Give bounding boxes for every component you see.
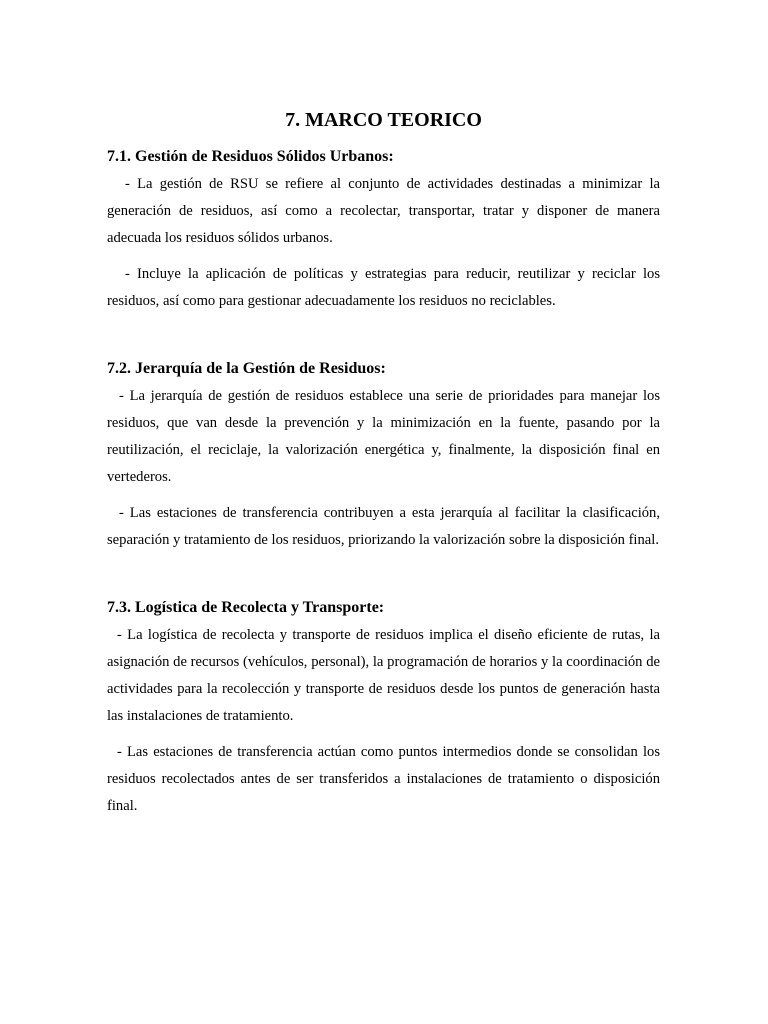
paragraph: - La jerarquía de gestión de residuos establece una serie de prioridades para manejar los residuos, que van desde la prevención y la minimización en la fuente, pasando por la reutilización, el reciclaje, la valorización energética y, finalmente, la disposición final en vertederos. bbox=[107, 388, 660, 485]
section-spacer bbox=[107, 324, 660, 357]
paragraph: - Las estaciones de transferencia contribuyen a esta jerarquía al facilitar la clasificación, separación y tratamiento de los residuos, priorizando la valorización sobre la disposición final. bbox=[107, 505, 660, 548]
section-heading: 7.2. Jerarquía de la Gestión de Residuos: bbox=[107, 360, 386, 377]
paragraph: - La gestión de RSU se refiere al conjunto de actividades destinadas a minimizar la generación de residuos, así como a recolectar, transportar, tratar y disponer de manera adecuada los residuos sólidos urbanos. bbox=[107, 176, 660, 246]
paragraph: - Incluye la aplicación de políticas y estrategias para reducir, reutilizar y reciclar los residuos, así como para gestionar adecuadamente los residuos no reciclables. bbox=[107, 266, 660, 309]
section-heading: 7.3. Logística de Recolecta y Transporte: bbox=[107, 599, 385, 616]
paragraph: - La logística de recolecta y transporte de residuos implica el diseño eficiente de rutas, la asignación de recursos (vehículos, personal), la programación de horarios y la coordinación de actividades para la recolección y transporte de residuos desde los puntos de generación hasta las instalaciones de tratamiento. bbox=[107, 627, 660, 724]
section-logistica bbox=[107, 596, 660, 820]
section-jerarquia bbox=[107, 357, 660, 554]
paragraph: - Las estaciones de transferencia actúan como puntos intermedios donde se consolidan los residuos recolectados antes de ser transferidos a instalaciones de tratamiento o disposición final. bbox=[107, 744, 660, 814]
section-spacer bbox=[107, 563, 660, 596]
section-heading: 7.1. Gestión de Residuos Sólidos Urbanos: bbox=[107, 148, 394, 165]
section-gestion-rsu bbox=[107, 145, 660, 315]
document-page bbox=[107, 106, 660, 829]
document-title: 7. MARCO TEORICO bbox=[285, 109, 482, 131]
